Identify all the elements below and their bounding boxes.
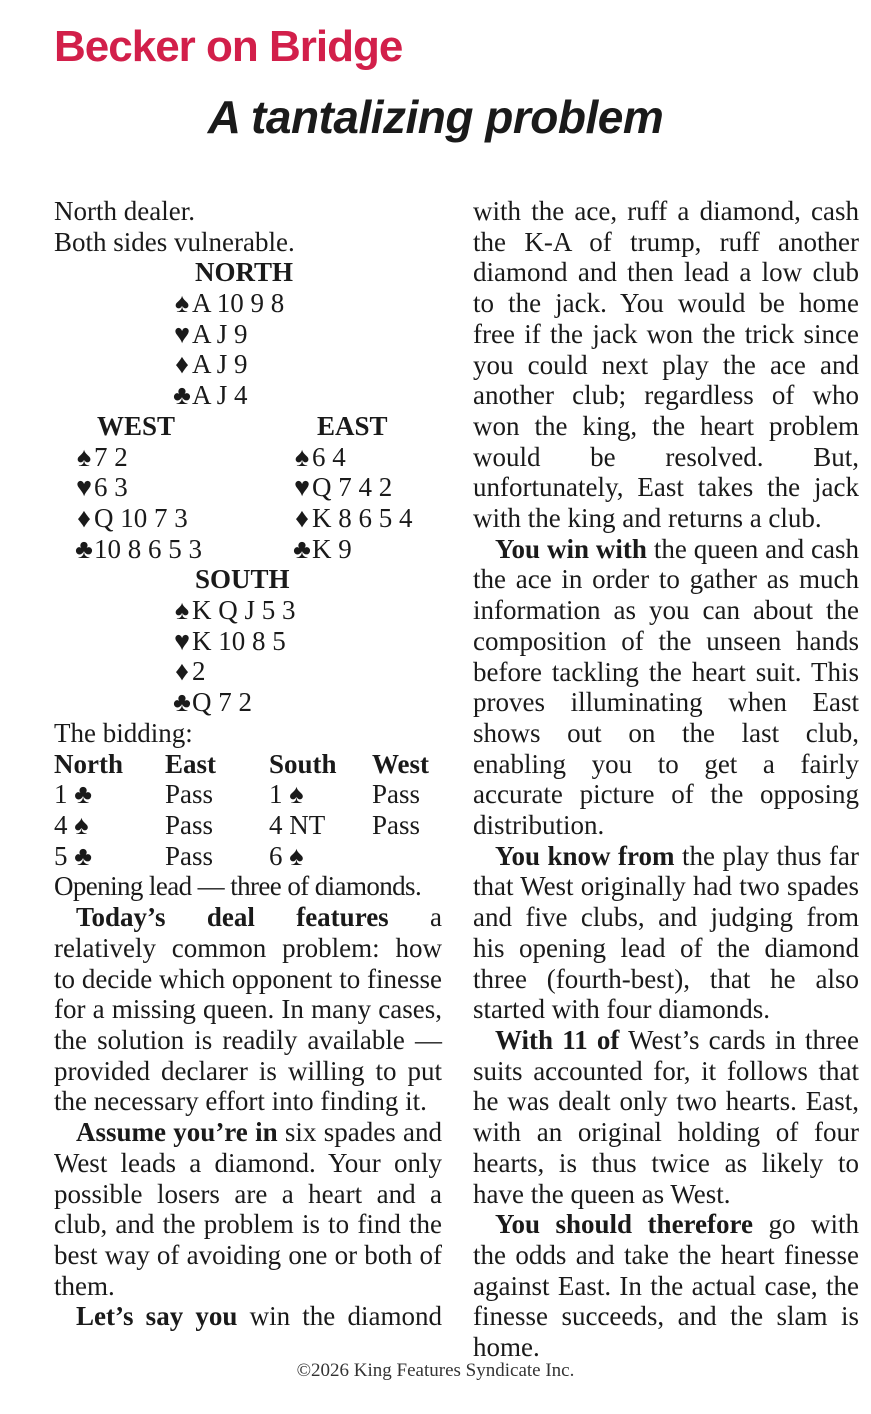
- heart-icon: ♥: [293, 472, 311, 503]
- paragraph-body: West’s cards in three suits accounted for, it follows that he was dealt only two hearts. East, with an original holding of four hearts, is thus twice as likely to have the queen as West.: [473, 1024, 860, 1209]
- west-diamonds: ♦ Q 10 7 3: [74, 503, 188, 534]
- north-diamonds: ♦ A J 9: [172, 349, 248, 380]
- south-spades: ♠ K Q J 5 3: [172, 595, 296, 626]
- deal-diagram: [54, 257, 442, 779]
- article-paragraph: [473, 534, 859, 841]
- club-icon: ♣: [173, 380, 191, 411]
- bidding-header-east: East: [165, 748, 217, 779]
- north-clubs: ♣A J 4: [173, 380, 248, 411]
- paragraph-body: six spades and West leads a diamond. Your only possible losers are a heart and a club, and the problem is to find the best way of avoiding one or both of them.: [54, 1117, 442, 1301]
- diamond-icon: ♦: [77, 502, 91, 533]
- heart-icon: ♥: [173, 318, 191, 349]
- bid-cell: Pass: [165, 779, 214, 810]
- right-column: [473, 196, 859, 1363]
- south-clubs: ♣Q 7 2: [173, 687, 252, 718]
- headline: A tantalizing problem: [207, 91, 664, 143]
- east-label: EAST: [317, 410, 388, 441]
- north-spades: ♠ A 10 9 8: [172, 288, 284, 319]
- article-paragraph: [473, 1209, 859, 1363]
- club-icon: ♣: [75, 533, 93, 564]
- east-hearts: ♥Q 7 4 2: [293, 472, 393, 503]
- club-icon: ♣: [293, 533, 311, 564]
- paragraph-lead: You win with: [495, 533, 647, 564]
- west-spades: ♠ 7 2: [74, 442, 128, 473]
- bid-cell: 4 ♠: [54, 810, 89, 841]
- bid-cell: Pass: [372, 779, 421, 810]
- spade-icon: ♠: [174, 595, 190, 626]
- bidding-header-north: North: [54, 748, 123, 779]
- left-column: [54, 196, 442, 1332]
- opening-lead: Opening lead — three of diamonds.: [54, 871, 422, 902]
- south-hearts: ♥K 10 8 5: [173, 625, 286, 656]
- paragraph-body: win the diamond: [237, 1301, 442, 1332]
- paragraph-lead: Let’s say you: [76, 1301, 238, 1332]
- west-label: WEST: [97, 410, 176, 441]
- diamond-icon: ♦: [175, 656, 189, 687]
- bid-cell: Pass: [165, 840, 214, 871]
- article-paragraph: [473, 196, 859, 534]
- spade-icon: ♠: [174, 288, 190, 319]
- bidding-header-west: West: [372, 748, 429, 779]
- paragraph-body: the queen and cash the ace in order to gather as much information as you can about the composition of the unseen hands before tackling the heart suit. This proves illuminating when East shows out on the last club, enabling you to get a fairly accurate picture of the opposing distribution.: [473, 533, 859, 841]
- heart-icon: ♥: [173, 625, 191, 656]
- spade-icon: ♠: [294, 441, 310, 472]
- article-paragraph: [54, 1301, 442, 1332]
- paragraph-lead: Assume you’re in: [76, 1117, 278, 1148]
- bid-cell: Pass: [165, 810, 214, 841]
- east-clubs: ♣K 9: [293, 533, 352, 564]
- south-label: SOUTH: [195, 564, 290, 595]
- paragraph-lead: With 11 of: [495, 1024, 620, 1055]
- east-diamonds: ♦ K 8 6 5 4: [292, 503, 413, 534]
- vulnerability-line: Both sides vulnerable.: [54, 226, 295, 257]
- north-label: NORTH: [195, 257, 294, 288]
- paragraph-lead: You should therefore: [495, 1209, 753, 1240]
- article-paragraph: [54, 1117, 442, 1301]
- column-brand-title: Becker on Bridge: [54, 22, 403, 71]
- diamond-icon: ♦: [295, 502, 309, 533]
- bidding-header-south: South: [269, 748, 337, 779]
- paragraph-body: go with the odds and take the heart finesse against East. In the actual case, the finesse succeeds, and the slam is home.: [473, 1209, 859, 1363]
- paragraph-lead: Today’s deal features: [76, 902, 389, 933]
- copyright-notice: ©2026 King Features Syndicate Inc.: [296, 1360, 575, 1381]
- bid-cell: 6 ♠: [269, 840, 304, 871]
- bid-cell: 5 ♣: [54, 840, 92, 871]
- club-icon: ♣: [173, 687, 191, 718]
- article-paragraph: [473, 1025, 859, 1209]
- bid-cell: Pass: [372, 810, 421, 841]
- dealer-line: North dealer.: [54, 196, 195, 226]
- spade-icon: ♠: [76, 441, 92, 472]
- paragraph-body: a relatively common problem: how to decide which opponent to finesse for a missing queen. In many cases, the solution is readily available — provided declarer is willing to put the necessary effort into finding it.: [54, 902, 443, 1117]
- bidding-table: [54, 749, 442, 872]
- east-spades: ♠ 6 4: [292, 442, 346, 473]
- north-hearts: ♥A J 9: [173, 318, 248, 349]
- west-clubs: ♣10 8 6 5 3: [75, 533, 202, 564]
- article-paragraph: [54, 902, 442, 1117]
- paragraph-body: with the ace, ruff a diamond, cash the K-A of trump, ruff another diamond and then lead a low club to the jack. You would be home free if the jack won the trick since you could next play the ace and another club; regardless of who won the king, the heart problem would be resolved. But, unfortunately, East takes the jack with the king and returns a club.: [473, 196, 859, 534]
- article-paragraph: [473, 841, 859, 1025]
- bid-cell: 1 ♠: [269, 779, 304, 810]
- diamond-icon: ♦: [175, 349, 189, 380]
- paragraph-body: the play thus far that West originally had two spades and five clubs, and judging from his opening lead of the diamond three (fourth-best), that he also started with four diamonds.: [473, 840, 860, 1025]
- heart-icon: ♥: [75, 472, 93, 503]
- west-hearts: ♥6 3: [75, 472, 128, 503]
- paragraph-lead: You know from: [495, 840, 675, 871]
- bid-cell: 4 NT: [269, 810, 326, 841]
- bidding-title: The bidding:: [54, 717, 193, 748]
- south-diamonds: ♦ 2: [172, 656, 206, 687]
- bid-cell: 1 ♣: [54, 779, 92, 810]
